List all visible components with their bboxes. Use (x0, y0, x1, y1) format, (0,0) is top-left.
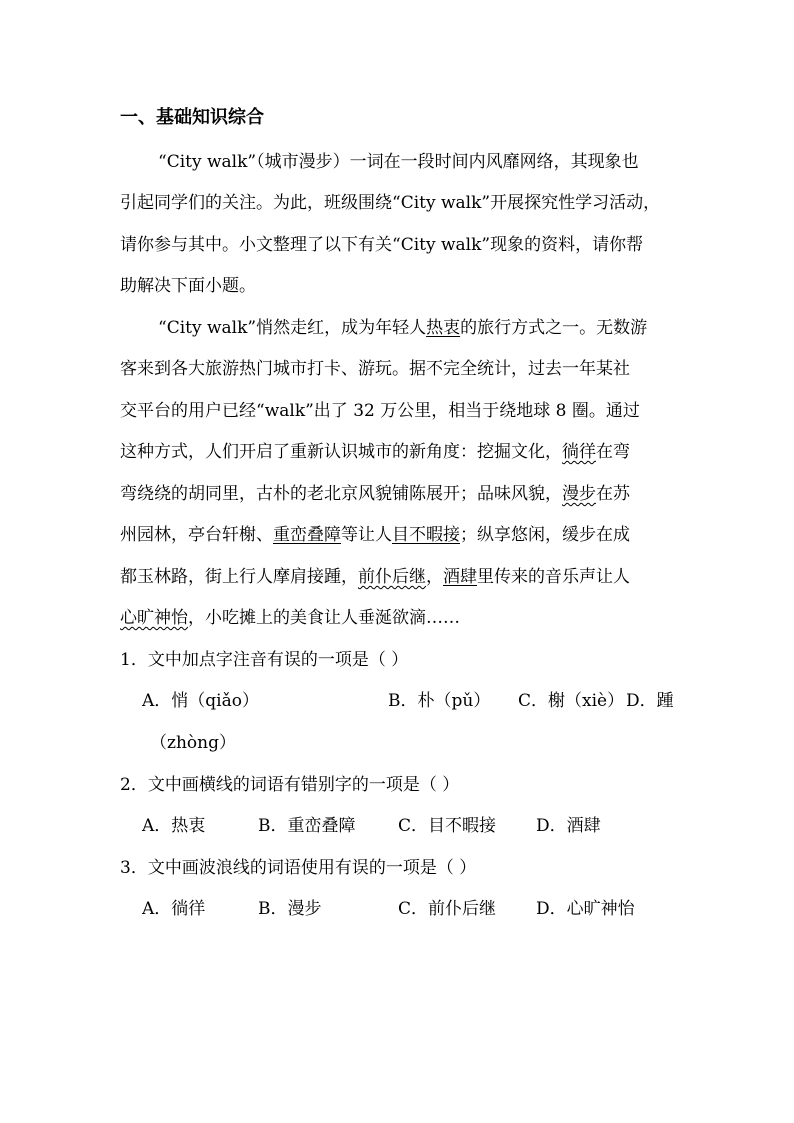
passage-line-2 (120, 357, 630, 381)
passage-text: ，小吃摊上的美食让人垂涎欲滴…… (188, 608, 460, 628)
passage-text: 客来到各大旅游热门城市打卡、游玩。据不完全统计，过去一年某社 (120, 359, 630, 379)
wavy-word: 徜徉 (562, 442, 596, 462)
passage-text: 的旅行方式之一。无数游 (460, 318, 648, 338)
question-2-option-a: A．热衷 (142, 816, 206, 836)
passage-line-7 (120, 565, 630, 589)
passage-text: 都玉林路，街上行人摩肩接踵， (120, 567, 358, 587)
wavy-word: 心旷神怡 (120, 608, 188, 628)
question-1-option-a: A．悄（qiǎo） (142, 691, 259, 711)
passage-text: 州园林，亭台轩榭、 (120, 525, 273, 545)
passage-text: 在弯 (596, 442, 630, 462)
passage-text: ；纵享悠闲，缓步在成 (460, 525, 630, 545)
question-3-stem: 3．文中画波浪线的词语使用有误的一项是（ ） (120, 858, 477, 878)
question-3-option-c: C．前仆后继 (398, 899, 497, 919)
question-1-stem: 1．文中加点字注音有误的一项是（ ） (120, 650, 409, 670)
question-3-option-b: B．漫步 (258, 899, 322, 919)
intro-line-3: 请你参与其中。小文整理了以下有关“City walk”现象的资料，请你帮 (120, 235, 644, 255)
question-2-option-b: B．重峦叠障 (258, 816, 356, 836)
question-2-option-c: C．目不暇接 (398, 816, 497, 836)
wavy-word: 漫步 (562, 484, 596, 504)
question-1-option-b: B．朴（pǔ） (388, 691, 491, 711)
passage-text: 在苏 (596, 484, 630, 504)
passage-text: 交平台的用户已经“walk”出了 32 万公里，相当于绕地球 8 圈。通过 (120, 401, 640, 421)
question-1-option-c: C．榭（xiè） (518, 691, 625, 711)
passage-text: 弯绕绕的胡同里，古朴的老北京风貌铺陈展开；品味风貌， (120, 484, 562, 504)
passage-line-3 (120, 399, 640, 423)
passage-text: 等让人 (341, 525, 392, 545)
underlined-word: 酒肆 (443, 567, 477, 587)
option-d-text: D．踵 (626, 691, 674, 711)
passage-line-5 (120, 482, 630, 506)
wavy-word: 前仆后继 (358, 567, 426, 587)
intro-line-2: 引起同学们的关注。为此，班级围绕“City walk”开展探究性学习活动， (120, 193, 661, 213)
intro-line-1: “City walk”（城市漫步）一词在一段时间内风靡网络，其现象也 (158, 152, 639, 172)
question-1-option-d-pinyin: （zhòng） (150, 733, 236, 753)
passage-text: 里传来的音乐声让人 (477, 567, 630, 587)
question-3-option-d: D．心旷神怡 (536, 899, 635, 919)
passage-line-6 (120, 523, 630, 547)
question-3-option-a: A．徜徉 (142, 899, 206, 919)
underlined-word: 热衷 (426, 318, 461, 338)
passage-text: 这种方式，人们开启了重新认识城市的新角度：挖掘文化， (120, 442, 562, 462)
passage-text: “City walk”悄然走红，成为年轻人 (158, 318, 427, 338)
passage-line-4 (120, 440, 630, 464)
question-1-option-d (626, 689, 694, 713)
question-2-option-d: D．酒肆 (536, 816, 601, 836)
passage-text: ， (426, 567, 443, 587)
section-title: 一、基础知识综合 (120, 107, 264, 128)
underlined-word: 重峦叠障 (273, 525, 341, 545)
intro-line-4: 助解决下面小题。 (120, 276, 256, 296)
passage-line-1 (158, 316, 647, 340)
underlined-word: 目不暇接 (392, 525, 460, 545)
question-2-stem: 2．文中画横线的词语有错别字的一项是（ ） (120, 775, 460, 795)
passage-line-8 (120, 606, 460, 630)
